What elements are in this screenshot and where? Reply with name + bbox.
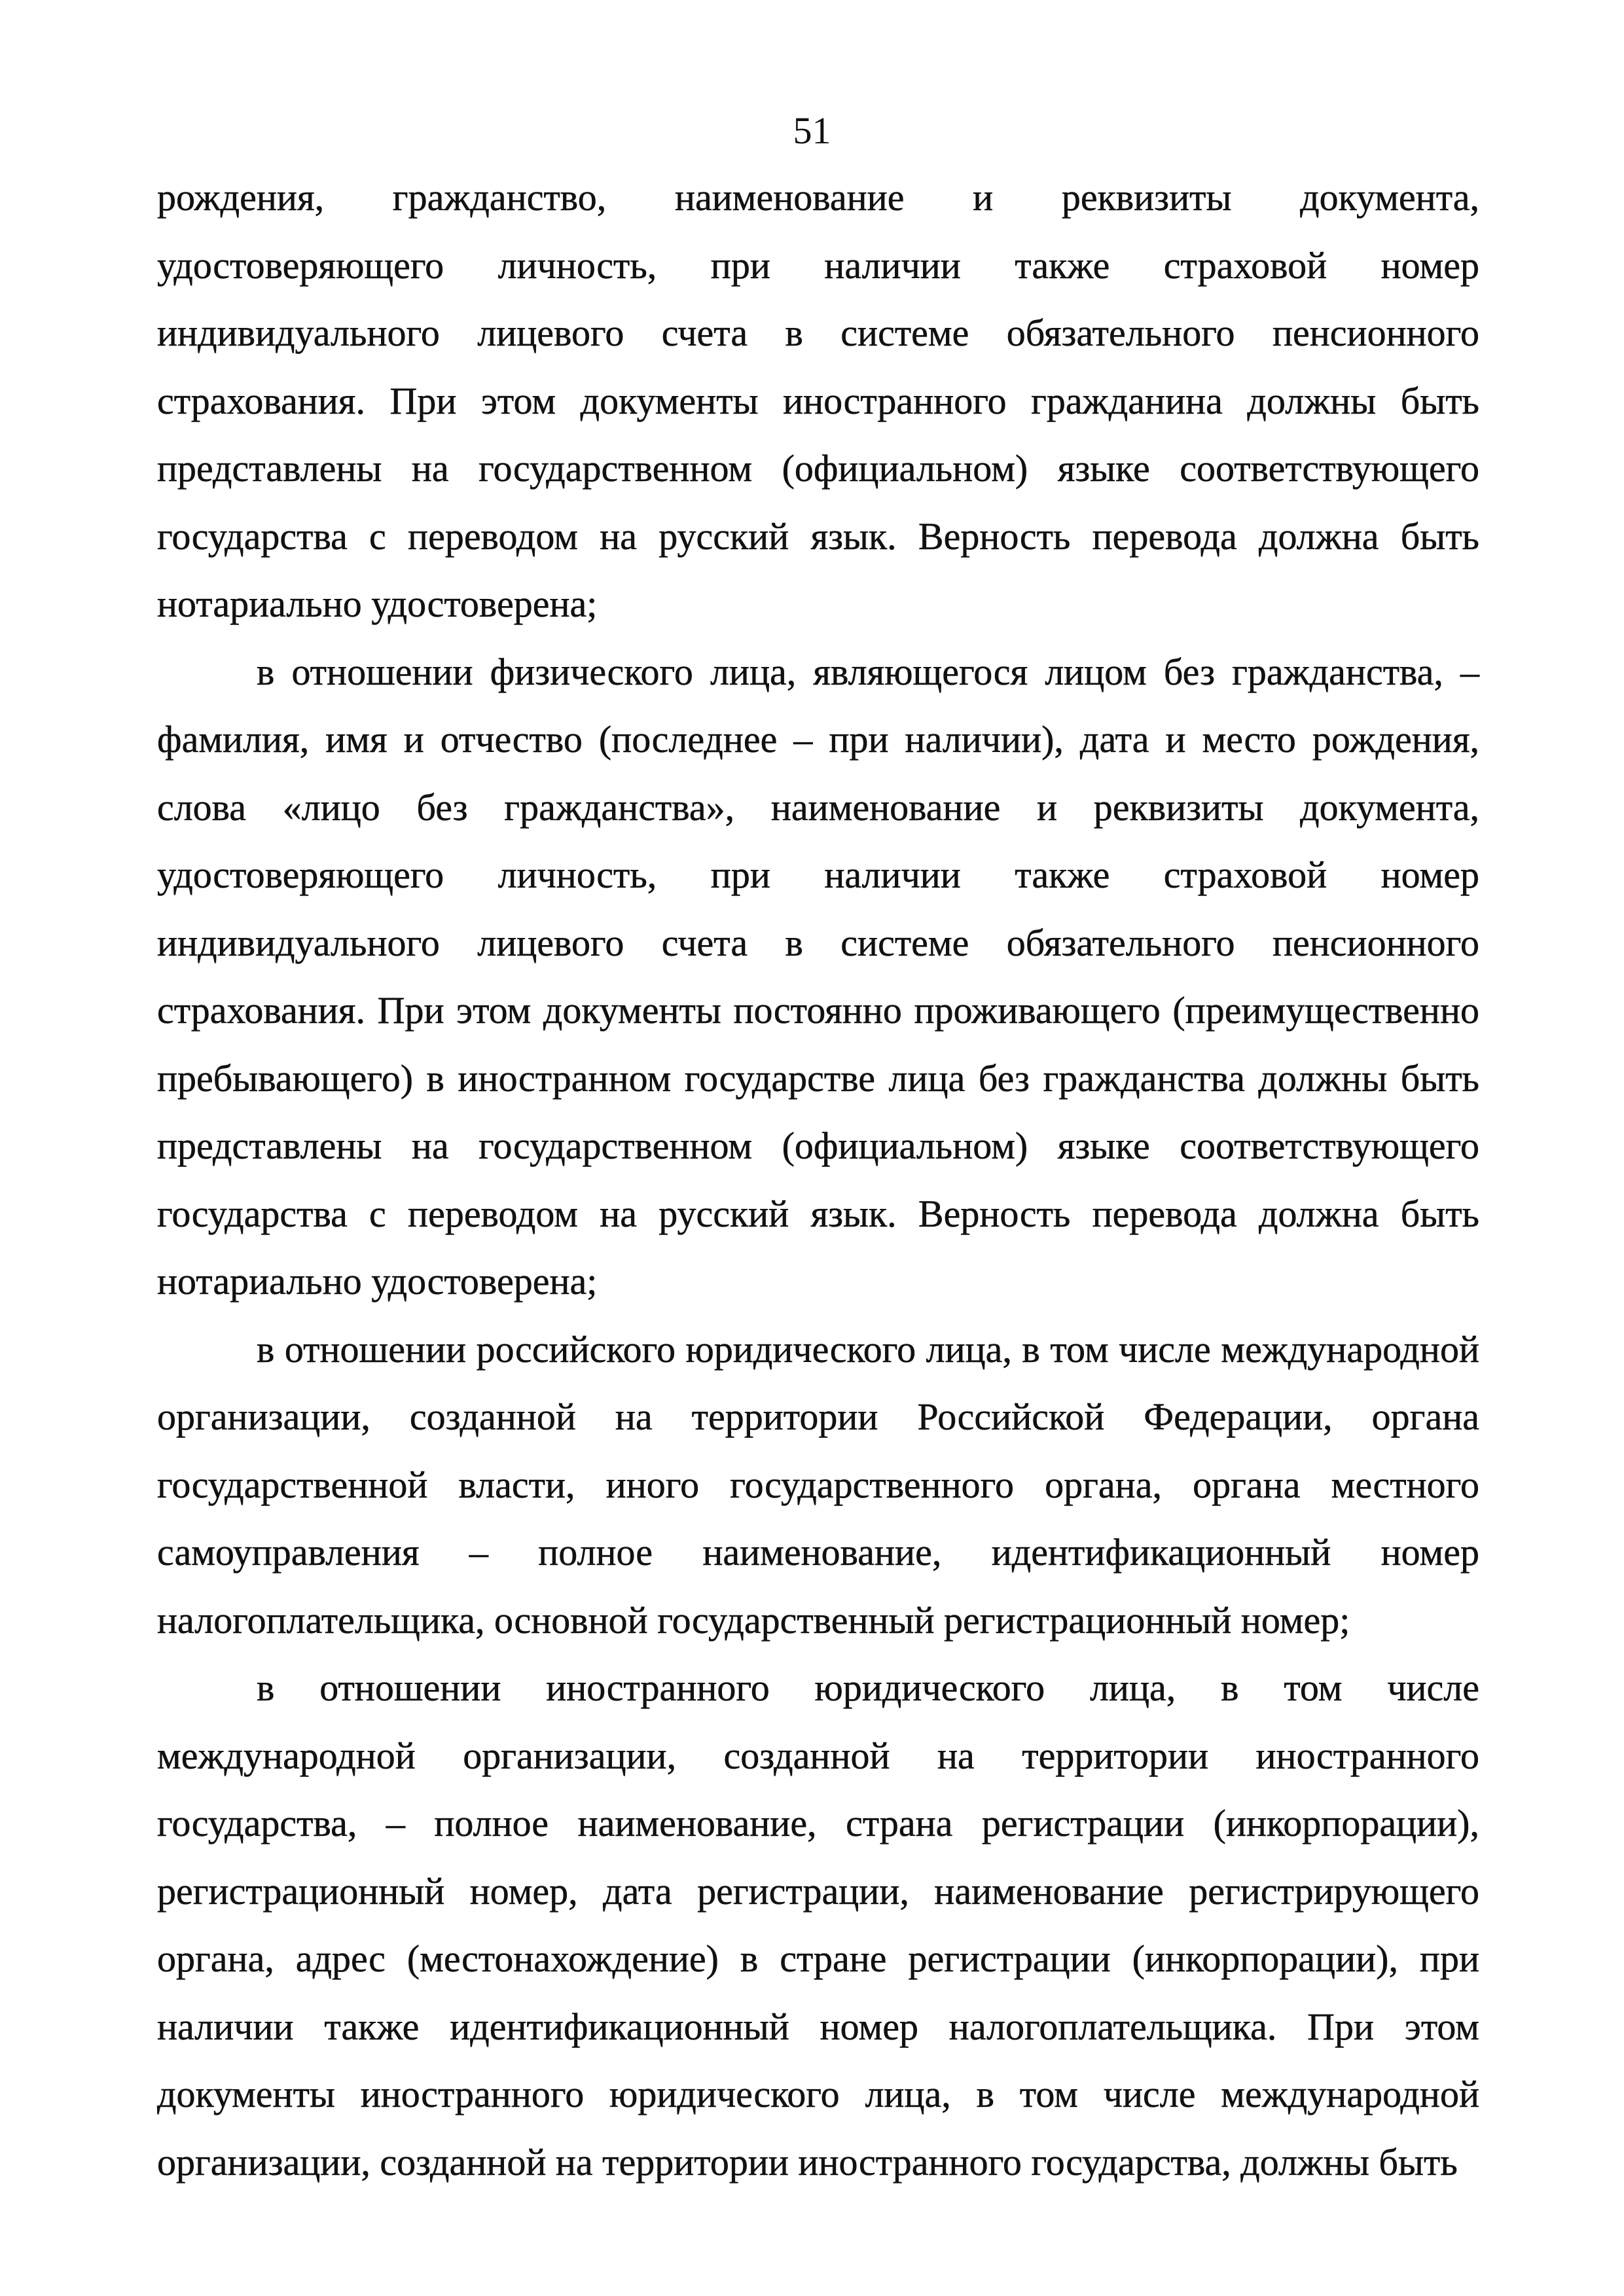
document-body [157, 164, 1479, 2196]
paragraph-russian-legal-entity: в отношении российского юридического лица, в том числе международной организации, созданной на территории Российской Федерации, органа государственной власти, иного государственного органа, органа местного самоуправления – полное наименование, идентификационный номер налогоплательщика, основной государственный регистрационный номер; [157, 1327, 1479, 1641]
paragraph-continuation: рождения, гражданство, наименование и реквизиты документа, удостоверяющего личность, при наличии также страховой номер индивидуального лицевого счета в системе обязательного пенсионного страхования. При этом документы иностранного гражданина должны быть представлены на государственном (официальном) языке соответствующего государства с переводом на русский язык. Верность перевода должна быть нотариально удостоверена; [157, 176, 1479, 625]
paragraph-foreign-legal-entity: в отношении иностранного юридического лица, в том числе международной организации, созданной на территории иностранного государства, – полное наименование, страна регистрации (инкорпорации), регистрационный номер, дата регистрации, наименование регистрирующего органа, адрес (местонахождение) в стране регистрации (инкорпорации), при наличии также идентификационный номер налогоплательщика. При этом документы иностранного юридического лица, в том числе международной организации, созданной на территории иностранного государства, должны быть [157, 1666, 1479, 2183]
paragraph-stateless-person: в отношении физического лица, являющегося лицом без гражданства, – фамилия, имя и отчество (последнее – при наличии), дата и место рождения, слова «лицо без гражданства», наименование и реквизиты документа, удостоверяющего личность, при наличии также страховой номер индивидуального лицевого счета в системе обязательного пенсионного страхования. При этом документы постоянно проживающего (преимущественно пребывающего) в иностранном государстве лица без гражданства должны быть представлены на государственном (официальном) языке соответствующего государства с переводом на русский язык. Верность перевода должна быть нотариально удостоверена; [157, 650, 1479, 1302]
page-number: 51 [793, 109, 831, 152]
